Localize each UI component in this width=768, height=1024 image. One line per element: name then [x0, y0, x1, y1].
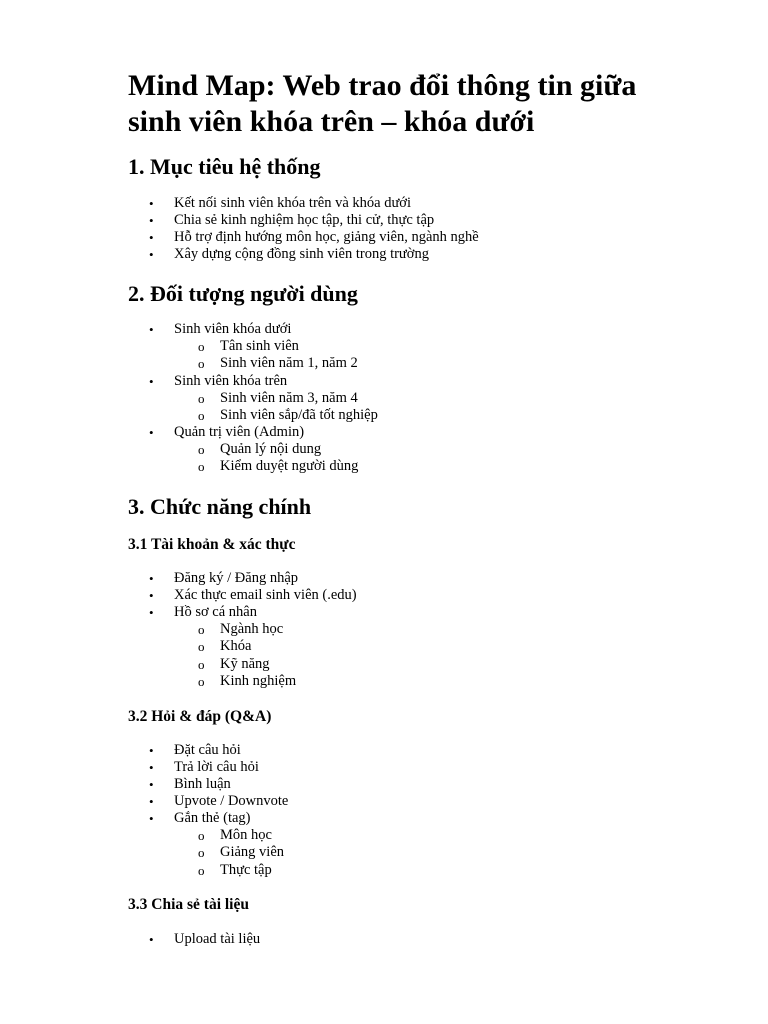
sub-list-item: o Giảng viên — [198, 844, 285, 861]
circle-bullet-icon: o — [198, 656, 205, 672]
section-3-heading: 3. Chức năng chính — [128, 494, 312, 519]
list-item: • Sinh viên khóa dưới o Tân sinh viên o Sinh viên năm 1, năm 2 — [128, 321, 378, 373]
circle-bullet-icon: o — [198, 390, 205, 406]
circle-bullet-icon: o — [198, 459, 205, 475]
list-item: • Đăng ký / Đăng nhập — [149, 570, 299, 586]
bullet-icon: • — [149, 777, 154, 792]
section-1-heading: 1. Mục tiêu hệ thống — [128, 154, 321, 179]
sub-list — [174, 827, 288, 879]
circle-bullet-icon: o — [198, 356, 205, 372]
list-item: • Gắn thẻ (tag) o Môn học o Giảng viên o Thực tập — [128, 810, 288, 879]
circle-bullet-icon: o — [198, 639, 205, 655]
subsection-3-2-heading: 3.2 Hỏi & đáp (Q&A) — [128, 708, 272, 725]
sub-list — [174, 338, 378, 373]
list-item: • Hỗ trợ định hướng môn học, giảng viên, ngành nghề — [149, 229, 479, 245]
section-1-list — [128, 195, 479, 263]
subsection-3-2-list — [128, 742, 288, 879]
circle-bullet-icon: o — [198, 407, 205, 423]
sub-list-item: o Kinh nghiệm — [198, 672, 297, 689]
sub-list-item: o Thực tập — [198, 861, 272, 878]
sub-list-item: o Sinh viên năm 3, năm 4 — [198, 389, 358, 406]
bullet-icon: • — [149, 760, 154, 775]
sub-list-item: o Quản lý nội dung — [198, 441, 322, 458]
list-item: • Trả lời câu hỏi — [149, 759, 259, 775]
document-title: Mind Map: Web trao đổi thông tin giữa sinh viên khóa trên – khóa dưới — [128, 69, 637, 138]
circle-bullet-icon: o — [198, 622, 205, 637]
list-item: • Hồ sơ cá nhân o Ngành học o Khóa o Kỹ năng o Kinh nghiệm — [128, 604, 357, 690]
sub-list — [174, 390, 378, 425]
bullet-icon: • — [149, 605, 154, 620]
subsection-3-3-heading: 3.3 Chia sẻ tài liệu — [128, 896, 249, 913]
sub-list-item: o Ngành học — [198, 621, 284, 637]
bullet-icon: • — [149, 213, 154, 228]
sub-list — [174, 441, 378, 476]
bullet-icon: • — [149, 811, 154, 826]
bullet-icon: • — [149, 247, 154, 262]
sub-list-item: o Khóa — [198, 638, 252, 655]
bullet-icon: • — [149, 743, 154, 758]
circle-bullet-icon: o — [198, 828, 205, 843]
bullet-icon: • — [149, 794, 154, 809]
sub-list-item: o Môn học — [198, 827, 272, 843]
bullet-icon: • — [149, 373, 154, 389]
circle-bullet-icon: o — [198, 845, 205, 861]
bullet-icon: • — [149, 571, 154, 586]
sub-list-item: o Kiểm duyệt người dùng — [198, 458, 359, 475]
list-item: • Bình luận — [149, 776, 231, 792]
bullet-icon: • — [149, 196, 154, 211]
subsection-3-1-heading: 3.1 Tài khoản & xác thực — [128, 536, 296, 553]
sub-list-item: o Sinh viên năm 1, năm 2 — [198, 355, 358, 372]
list-item: • Xây dựng cộng đồng sinh viên trong trường — [149, 246, 429, 262]
section-2-list — [128, 321, 378, 476]
sub-list-item: o Tân sinh viên — [198, 338, 299, 354]
list-item: • Sinh viên khóa trên o Sinh viên năm 3, năm 4 o Sinh viên sắp/đã tốt nghiệp — [149, 372, 378, 423]
bullet-icon: • — [149, 588, 154, 603]
circle-bullet-icon: o — [198, 862, 205, 878]
sub-list-item: o Kỹ năng — [198, 655, 270, 672]
bullet-icon: • — [149, 230, 154, 245]
circle-bullet-icon: o — [198, 339, 205, 354]
list-item: • Upvote / Downvote — [149, 793, 289, 809]
circle-bullet-icon: o — [198, 442, 205, 458]
section-2-heading: 2. Đối tượng người dùng — [128, 281, 358, 306]
list-item: • Kết nối sinh viên khóa trên và khóa dưới — [149, 195, 412, 211]
bullet-icon: • — [149, 425, 154, 441]
circle-bullet-icon: o — [198, 673, 205, 689]
bullet-icon: • — [149, 322, 154, 337]
sub-list — [174, 621, 357, 690]
list-item: • Xác thực email sinh viên (.edu) — [149, 587, 357, 603]
subsection-3-3-list — [128, 931, 260, 948]
list-item: • Quản trị viên (Admin) o Quản lý nội dung o Kiểm duyệt người dùng — [128, 424, 378, 476]
sub-list-item: o Sinh viên sắp/đã tốt nghiệp — [198, 406, 378, 423]
list-item: • Đặt câu hỏi — [149, 742, 241, 758]
bullet-icon: • — [149, 932, 154, 947]
list-item: • Upload tài liệu — [149, 931, 261, 947]
subsection-3-1-list — [128, 570, 357, 690]
list-item: • Chia sẻ kinh nghiệm học tập, thi cử, thực tập — [149, 212, 435, 228]
